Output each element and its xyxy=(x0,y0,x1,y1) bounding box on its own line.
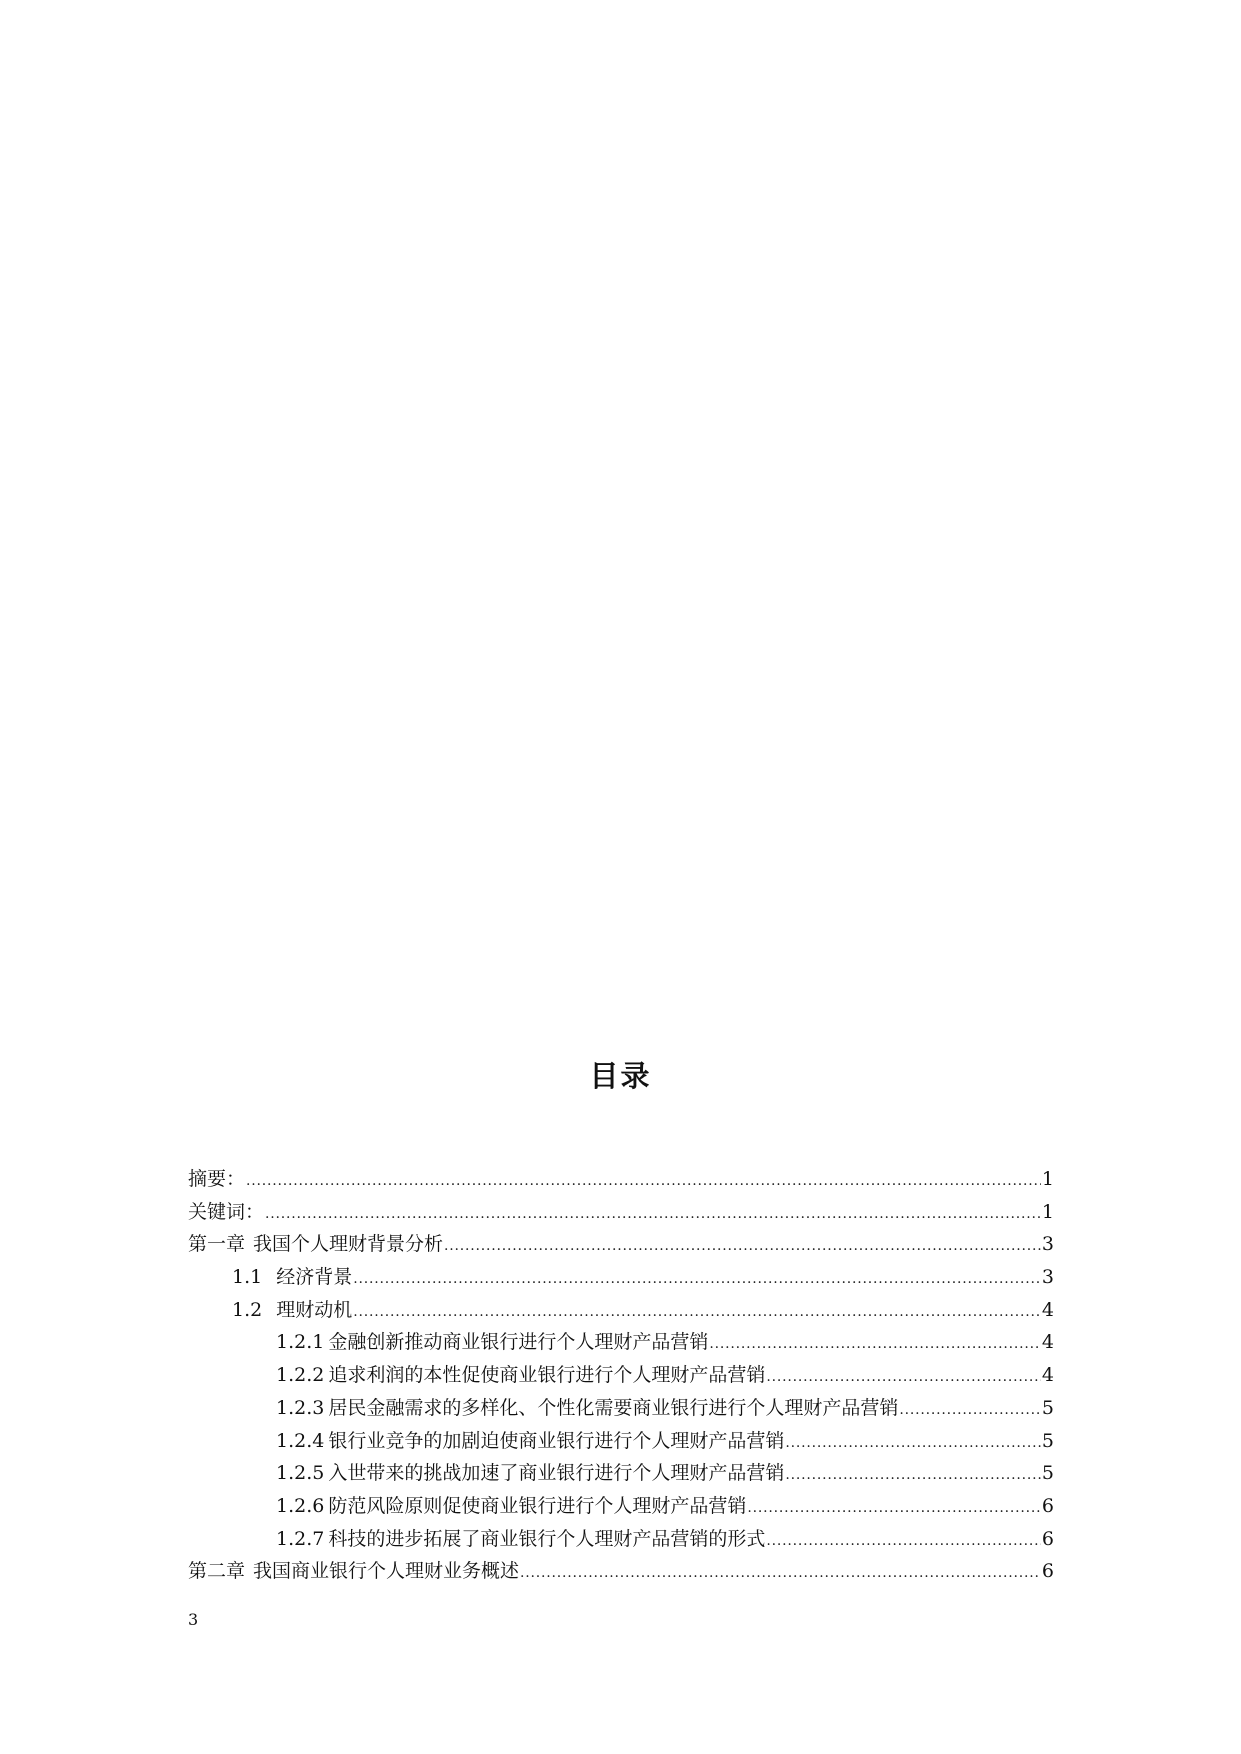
toc-entry-page: 1 xyxy=(1041,1200,1054,1223)
toc-dot-leader xyxy=(785,1459,1041,1492)
toc-entry-text xyxy=(276,1359,765,1392)
toc-entry[interactable] xyxy=(188,1261,1054,1294)
toc-entry-page: 1 xyxy=(1041,1168,1054,1190)
toc-entry-text xyxy=(232,1294,352,1327)
toc-entry-number: 1.2.4 xyxy=(276,1429,325,1452)
toc-entry[interactable] xyxy=(188,1326,1054,1359)
toc-entry-page: 6 xyxy=(1041,1494,1054,1517)
toc-entry-label: 我国个人理财背景分析 xyxy=(253,1233,444,1256)
toc-dot-leader xyxy=(353,1263,1041,1296)
toc-dot-leader xyxy=(520,1557,1041,1590)
toc-entry-text xyxy=(276,1326,708,1359)
toc-entry-text xyxy=(232,1261,352,1294)
toc-entry-label: 金融创新推动商业银行进行个人理财产品营销 xyxy=(328,1331,709,1354)
toc-entry-page: 4 xyxy=(1041,1364,1054,1387)
toc-dot-leader xyxy=(747,1492,1041,1525)
toc-entry-label: 入世带来的挑战加速了商业银行进行个人理财产品营销 xyxy=(328,1462,785,1485)
toc-entry-number: 1.2.6 xyxy=(276,1494,325,1517)
toc-dot-leader xyxy=(353,1296,1041,1329)
toc-dot-leader xyxy=(709,1328,1041,1361)
toc-entry[interactable] xyxy=(188,1228,1054,1261)
toc-entry-label: 摘要： xyxy=(188,1168,246,1190)
toc-dot-leader xyxy=(265,1198,1041,1231)
toc-entry-label: 我国商业银行个人理财业务概述 xyxy=(253,1560,520,1583)
toc-dot-leader xyxy=(899,1394,1041,1427)
toc-entry-label: 理财动机 xyxy=(276,1298,353,1321)
toc-entry-text xyxy=(276,1425,784,1458)
toc-entry[interactable] xyxy=(188,1523,1054,1556)
toc-entry-number: 1.2.7 xyxy=(276,1527,325,1550)
toc-entry-page: 3 xyxy=(1041,1266,1054,1289)
toc-entry-page: 5 xyxy=(1041,1396,1054,1419)
toc-entry[interactable] xyxy=(188,1392,1054,1425)
toc-entry-page: 6 xyxy=(1041,1527,1054,1550)
toc-entry-text xyxy=(188,1163,245,1196)
toc-entry-label: 科技的进步拓展了商业银行个人理财产品营销的形式 xyxy=(328,1527,766,1550)
toc-dot-leader xyxy=(444,1230,1041,1263)
toc-entry-page: 4 xyxy=(1041,1298,1054,1321)
toc-entry-page: 3 xyxy=(1041,1233,1054,1256)
toc-entry-label: 银行业竞争的加剧迫使商业银行进行个人理财产品营销 xyxy=(328,1429,785,1452)
toc-entry-text xyxy=(276,1523,765,1556)
toc-entry-label: 居民金融需求的多样化、个性化需要商业银行进行个人理财产品营销 xyxy=(328,1396,899,1419)
toc-entry-label: 防范风险原则促使商业银行进行个人理财产品营销 xyxy=(328,1494,747,1517)
page-number: 3 xyxy=(188,1610,199,1629)
toc-entry-label: 关键词： xyxy=(188,1200,265,1223)
toc-entry-number: 1.1 xyxy=(232,1266,263,1289)
toc-entry-number: 1.2.1 xyxy=(276,1331,325,1354)
toc-dot-leader xyxy=(785,1427,1041,1460)
toc-entry-page: 5 xyxy=(1041,1462,1054,1485)
toc-entry[interactable] xyxy=(188,1294,1054,1327)
toc-entry-page: 6 xyxy=(1041,1560,1054,1583)
toc-entry-page: 5 xyxy=(1041,1429,1054,1452)
toc-dot-leader xyxy=(766,1525,1041,1558)
toc-entry[interactable] xyxy=(188,1359,1054,1392)
toc-dot-leader xyxy=(246,1165,1041,1198)
toc-entry-text xyxy=(188,1196,264,1229)
toc-entry-text xyxy=(276,1392,898,1425)
toc-entry[interactable] xyxy=(188,1425,1054,1458)
toc-entry[interactable] xyxy=(188,1163,1054,1196)
toc-entry-page: 4 xyxy=(1041,1331,1054,1354)
toc-entry-number: 1.2.5 xyxy=(276,1462,325,1485)
toc-entry-number: 1.2 xyxy=(232,1298,263,1321)
toc-entry-number: 第二章 xyxy=(188,1560,246,1583)
toc-entry[interactable] xyxy=(188,1457,1054,1490)
toc-entry-number: 第一章 xyxy=(188,1233,246,1256)
toc-entry-label: 追求利润的本性促使商业银行进行个人理财产品营销 xyxy=(328,1364,766,1387)
table-of-contents xyxy=(188,1163,1054,1588)
toc-title: 目录 xyxy=(589,1059,652,1093)
toc-entry[interactable] xyxy=(188,1555,1054,1588)
toc-dot-leader xyxy=(766,1361,1041,1394)
toc-entry-text xyxy=(188,1555,519,1588)
toc-entry-number: 1.2.3 xyxy=(276,1396,325,1419)
toc-entry[interactable] xyxy=(188,1490,1054,1523)
toc-entry-text xyxy=(188,1228,443,1261)
toc-entry-label: 经济背景 xyxy=(276,1266,353,1289)
toc-entry-number: 1.2.2 xyxy=(276,1364,325,1387)
toc-entry-text xyxy=(276,1457,784,1490)
toc-entry-text xyxy=(276,1490,746,1523)
toc-entry[interactable] xyxy=(188,1196,1054,1229)
